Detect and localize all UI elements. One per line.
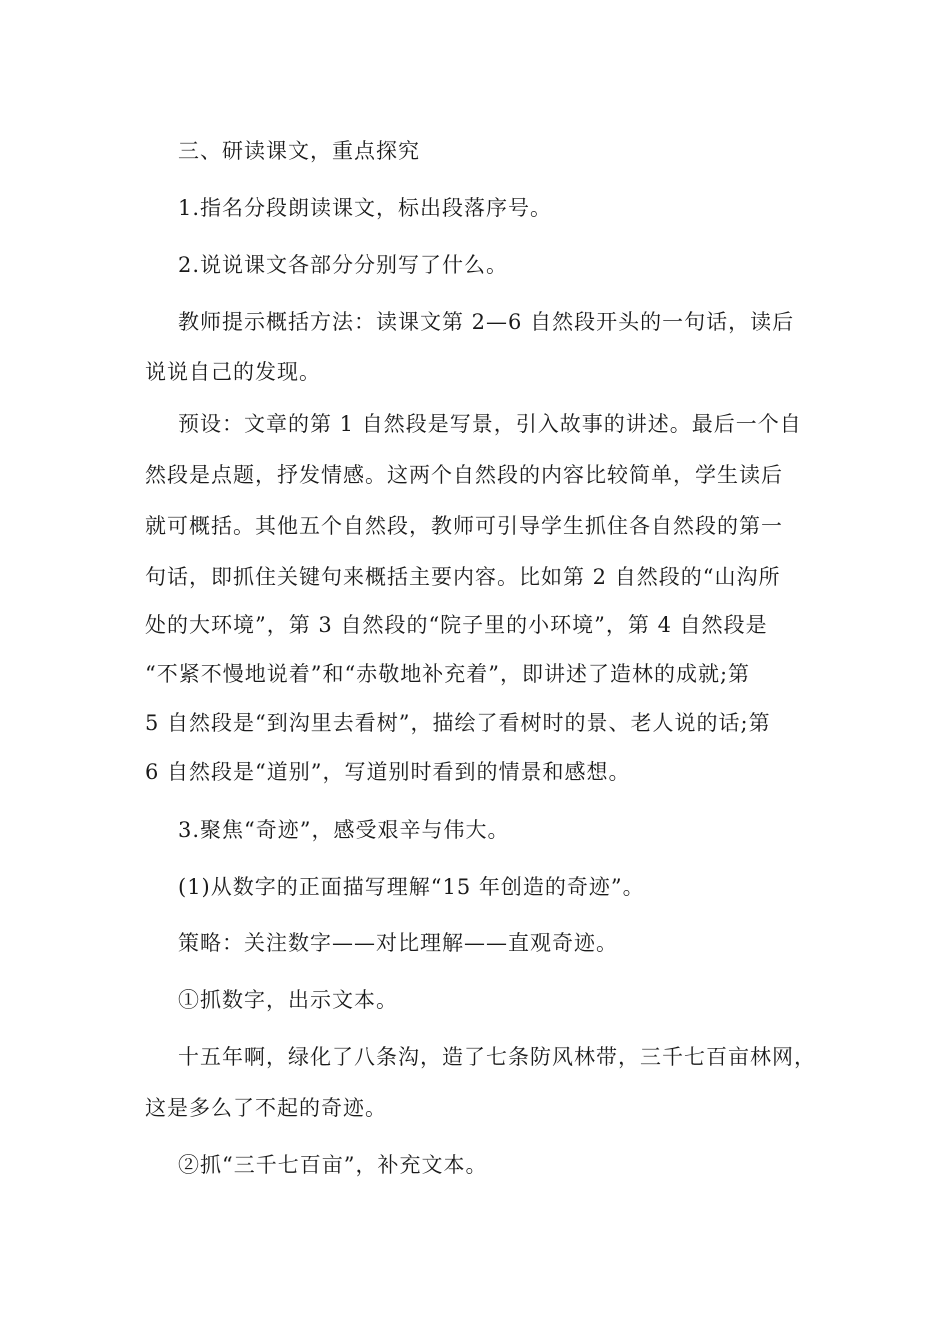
quote-line-2: 这是多么了不起的奇迹。 — [145, 1096, 387, 1120]
list-item-2: 2.说说课文各部分分别写了什么。 — [178, 253, 509, 277]
hint-line-1: 教师提示概括方法：读课文第 2—6 自然段开头的一句话，读后 — [178, 310, 795, 334]
list-item-3: 3.聚焦“奇迹”，感受艰辛与伟大。 — [178, 818, 510, 842]
step-2: ②抓“三千七百亩”，补充文本。 — [178, 1153, 488, 1177]
preset-line-2: 然段是点题，抒发情感。这两个自然段的内容比较简单，学生读后 — [145, 463, 783, 487]
preset-line-5: 处的大环境”，第 3 自然段的“院子里的小环境”，第 4 自然段是 — [145, 613, 768, 637]
section-heading: 三、研读课文，重点探究 — [178, 139, 420, 163]
sub-item-1: (1)从数字的正面描写理解“15 年创造的奇迹”。 — [178, 875, 645, 899]
preset-line-3: 就可概括。其他五个自然段，教师可引导学生抓住各自然段的第一 — [145, 514, 783, 538]
hint-line-2: 说说自己的发现。 — [145, 360, 321, 384]
preset-line-4: 句话，即抓住关键句来概括主要内容。比如第 2 自然段的“山沟所 — [145, 565, 781, 589]
preset-line-7: 5 自然段是“到沟里去看树”，描绘了看树时的景、老人说的话;第 — [145, 711, 771, 735]
list-item-1: 1.指名分段朗读课文，标出段落序号。 — [178, 196, 553, 220]
preset-line-6: “不紧不慢地说着”和“赤敬地补充着”，即讲述了造林的成就;第 — [145, 662, 751, 686]
preset-line-1: 预设：文章的第 1 自然段是写景，引入故事的讲述。最后一个自 — [178, 412, 802, 436]
step-1: ①抓数字，出示文本。 — [178, 988, 398, 1012]
quote-line-1: 十五年啊，绿化了八条沟，造了七条防风林带，三千七百亩林网， — [178, 1045, 816, 1069]
strategy-text: 策略：关注数字——对比理解——直观奇迹。 — [178, 931, 618, 955]
preset-line-8: 6 自然段是“道别”，写道别时看到的情景和感想。 — [145, 760, 631, 784]
